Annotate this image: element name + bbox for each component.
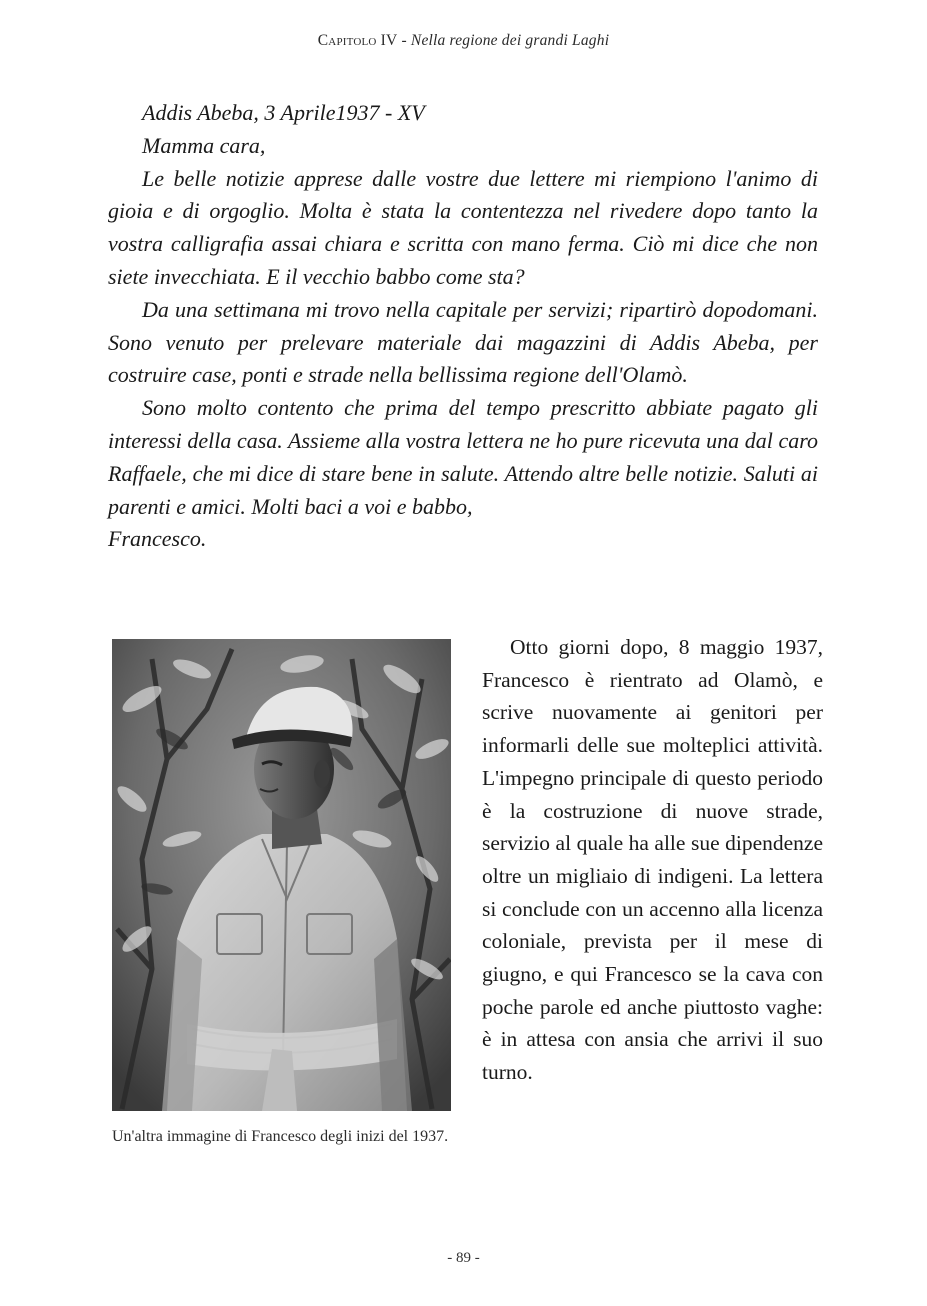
letter-paragraph-1: Le belle notizie apprese dalle vostre due lettere mi riempiono l'animo di gioia e di orgoglio. Molta è stata la contentezza nel rivedere dopo tanto la vostra calligrafia assai chiara e scritta con mano ferma. Ciò mi dice che non siete invecchiata. E il vecchio babbo come sta? xyxy=(108,165,818,289)
page-number: - 89 - xyxy=(447,1250,480,1266)
letter-block xyxy=(108,97,818,556)
running-head-separator: - xyxy=(397,32,411,49)
running-head xyxy=(0,32,927,50)
photo-caption: Un'altra immagine di Francesco degli inizi del 1937. xyxy=(112,1128,449,1145)
letter-paragraph-3: Sono molto contento che prima del tempo prescritto abbiate pagato gli interessi della casa. Assieme alla vostra lettera ne ho pure ricevuta una dal caro Raffaele, che mi dice di stare bene in salute. Attendo altre belle notizie. Saluti ai parenti e amici. Molti baci a voi e babbo, xyxy=(108,395,818,519)
chapter-label: Capitolo IV xyxy=(317,32,398,49)
letter-salutation: Mamma cara, xyxy=(142,132,266,158)
portrait-photo xyxy=(112,639,451,1111)
chapter-subtitle: Nella regione dei grandi Laghi xyxy=(410,32,610,49)
letter-dateline: Addis Abeba, 3 Aprile1937 - XV xyxy=(142,100,425,125)
body-paragraph: Otto giorni dopo, 8 maggio 1937, Francesco è rientrato ad Olamò, e scrive nuovamente ai genitori per informarli delle sue molteplici attività. L'impegno principale di questo periodo è la costruzione di nuove strade, servizio al quale ha alle sue dipendenze oltre un migliaio di indigeni. La lettera si conclude con un accenno alla licenza coloniale, prevista per il mese di giugno, e qui Francesco se la cava con poche parole ed anche piuttosto vaghe: è in attesa con ansia che arrivi il suo turno. xyxy=(482,635,823,1085)
letter-paragraph-2: Da una settimana mi trovo nella capitale per servizi; ripartirò dopodomani. Sono venuto per prelevare materiale dai magazzini di Addis Abeba, per costruire case, ponti e strade nella bellissima regione dell'Olamò. xyxy=(108,296,818,388)
body-text-block xyxy=(482,631,823,1089)
letter-signature: Francesco. xyxy=(108,526,207,552)
